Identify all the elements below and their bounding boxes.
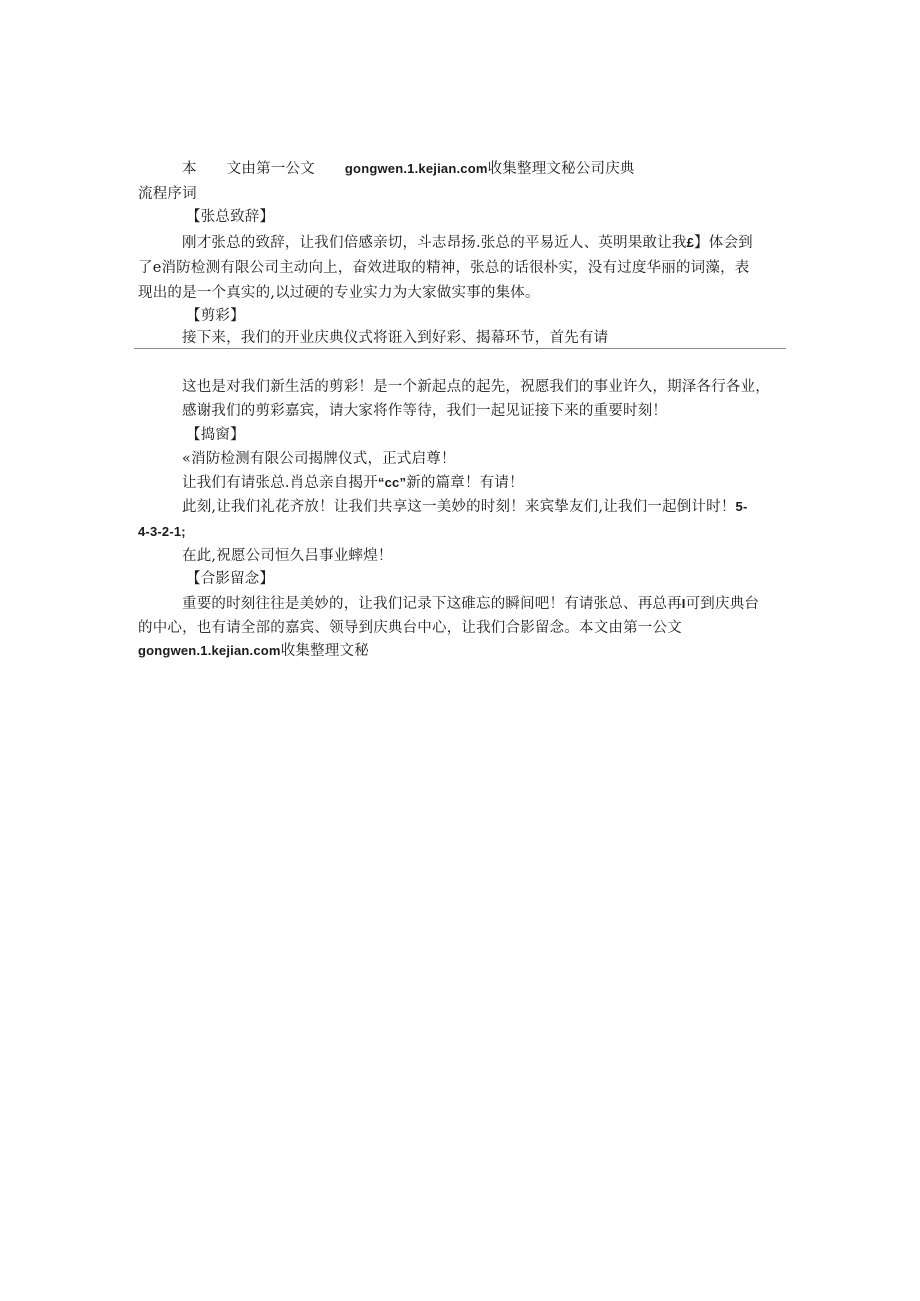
paragraph-line: «消防检测有限公司揭牌仪式，正式启尊！	[182, 451, 456, 467]
text-run: “cc”	[377, 475, 407, 490]
paragraph-line	[182, 593, 792, 615]
header-line-2: 流程序词	[138, 186, 197, 202]
text-run: 可到庆典台	[685, 596, 760, 612]
text-run: 此刻,让我们礼花齐放！让我们共享这一美妙的时刻！来宾挚友们,让我们一起倒计时！	[182, 499, 736, 515]
section-heading-unveil: 【捣窗】	[186, 427, 245, 443]
header-char: 本	[182, 161, 197, 177]
text-run: 收集整理文秘	[280, 643, 369, 659]
paragraph-line: 这也是对我们新生活的剪彩！是一个新起点的起先，祝愿我们的事业许久，期泽各行各业，	[182, 379, 770, 395]
paragraph-line: 接下来，我们的开业庆典仪式将诳入到好彩、揭幕环节，首先有请	[182, 330, 609, 346]
paragraph-line: 现出的是一个真实的,以过硬的专业实力为大家做实事的集体。	[138, 285, 540, 301]
paragraph-line	[182, 496, 792, 518]
text-run: 重要的时刻往往是美妙的，让我们记录下这碓忘的瞬间吧！有请张总、再总再	[182, 596, 682, 612]
footer-site: gongwen.1.kejian.com	[138, 643, 281, 658]
header-line-1	[182, 158, 792, 180]
text-run: 刚才张总的致辞，让我们倍感亲切，斗志昂扬.张总的平易近人、英明果敢让我	[182, 235, 687, 251]
text-run: 新的篇章！有请！	[406, 475, 524, 491]
text-run: 5-	[735, 499, 748, 514]
paragraph-line	[182, 232, 792, 254]
paragraph-line: 了e消防检测有限公司主动向上，奋效进取的精神，张总的话很朴实，没有过度华丽的词藻，表	[138, 260, 750, 276]
text-run: £	[686, 235, 695, 250]
section-heading-photo: 【合影留念】	[186, 571, 275, 587]
header-source-text: 文由第一公文	[226, 161, 315, 177]
paragraph-line: 4-3-2-1;	[138, 524, 186, 539]
section-heading-zhang: 【张总致辞】	[186, 209, 275, 225]
section-heading-cut: 【剪彩】	[186, 308, 245, 324]
text-run: I	[681, 596, 686, 611]
paragraph-line: 在此,祝愿公司恒久吕事业蟀煌！	[182, 548, 393, 564]
header-title-text: 收集整理文秘公司庆典	[487, 161, 635, 177]
horizontal-divider	[134, 348, 786, 349]
text-run: 】体会到	[694, 235, 753, 251]
header-site: gongwen.1.kejian.com	[344, 161, 488, 176]
paragraph-line	[182, 472, 792, 494]
paragraph-line: 感谢我们的剪彩嘉宾，请大家将作等待，我们一起见证接下来的重要时刻！	[182, 403, 668, 419]
paragraph-line	[138, 640, 788, 662]
paragraph-line: 的中心，也有请全部的嘉宾、领导到庆典台中心，让我们合影留念。本文由第一公文	[138, 620, 682, 636]
text-run: 让我们有请张总.肖总亲自揭开	[182, 475, 378, 491]
